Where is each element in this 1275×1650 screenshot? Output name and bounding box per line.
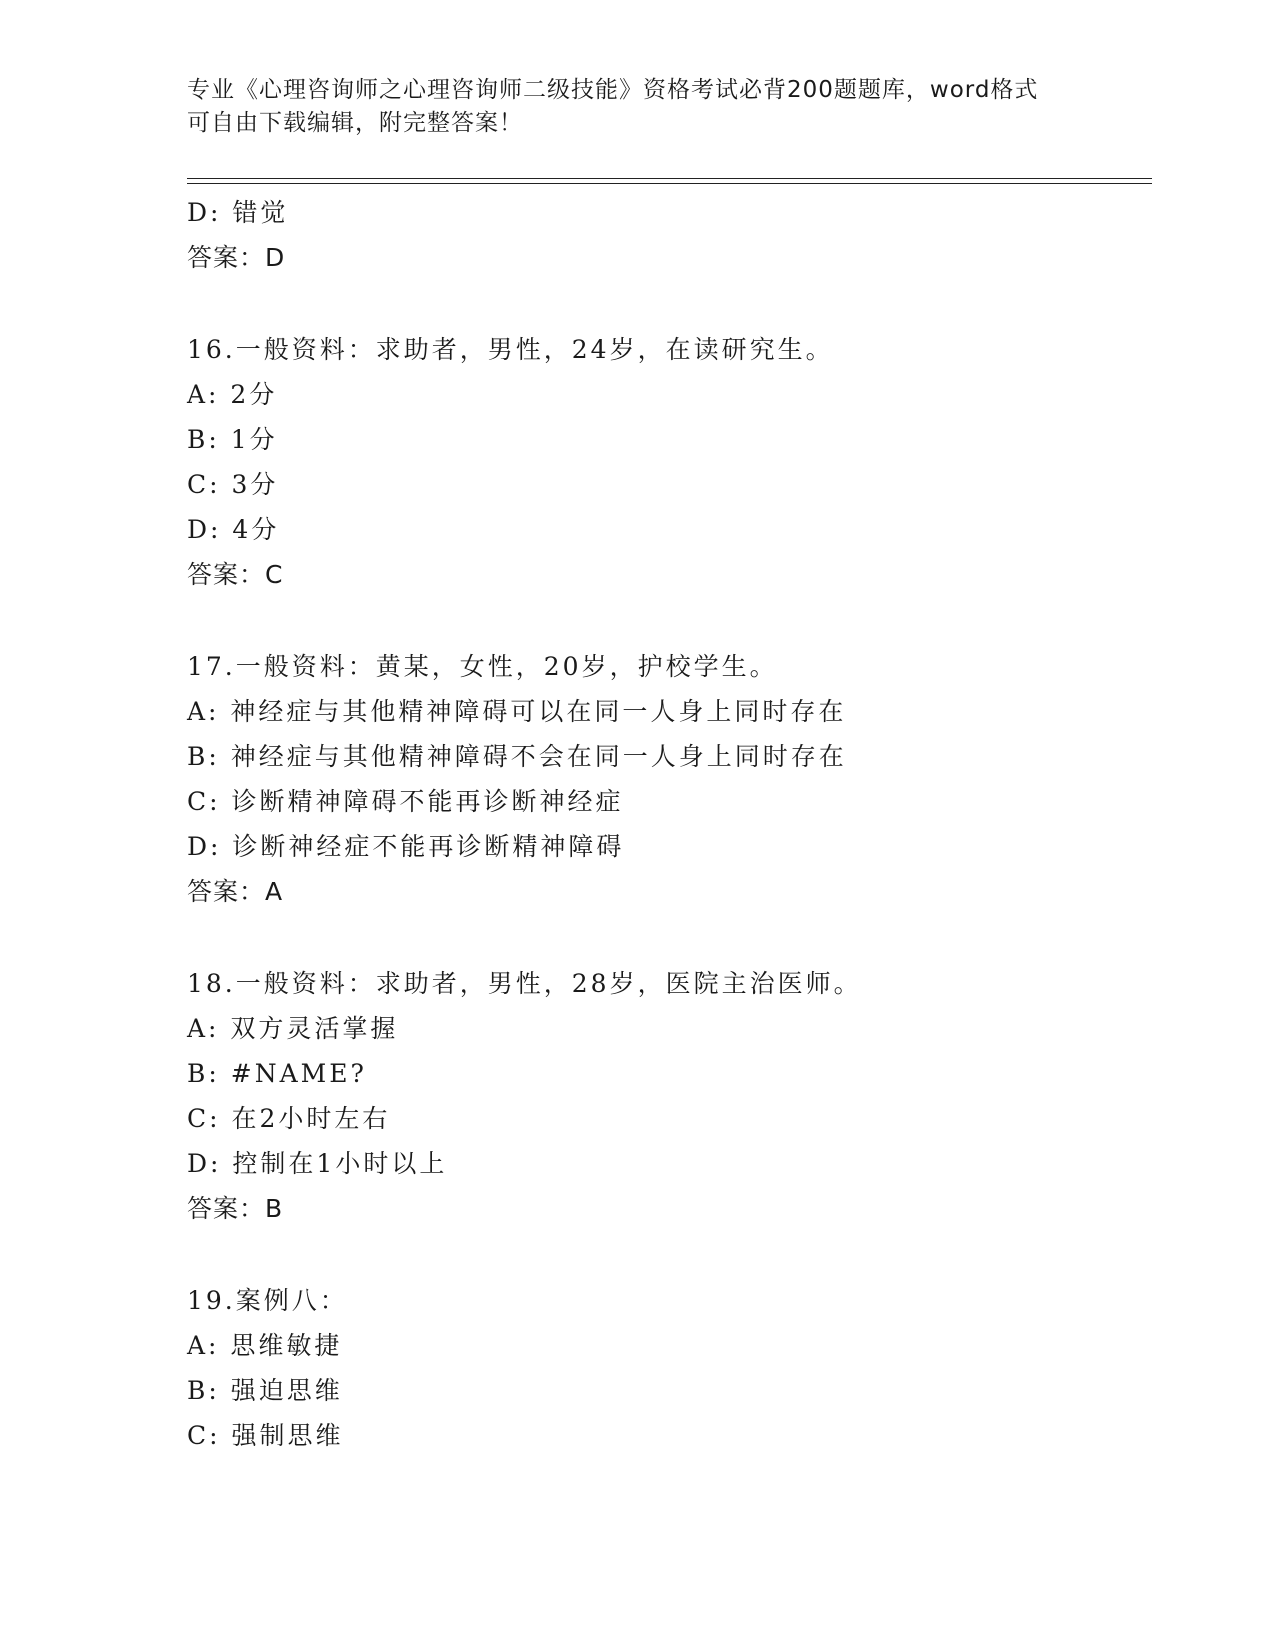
question-15-continued xyxy=(187,190,1147,280)
option-b: B: 强迫思维 xyxy=(187,1376,343,1405)
option-d: D: 错觉 xyxy=(187,198,289,227)
answer-line: 答案：A xyxy=(187,877,284,906)
question-stem: 17.一般资料：黄某，女性，20岁，护校学生。 xyxy=(187,652,778,681)
question-list xyxy=(187,190,1147,1458)
option-c: C: 强制思维 xyxy=(187,1421,344,1450)
answer-line: 答案：C xyxy=(187,560,284,589)
header-title-line-2: 可自由下载编辑，附完整答案！ xyxy=(187,110,523,136)
option-a: A: 2分 xyxy=(187,380,278,409)
document-header xyxy=(187,74,1087,140)
option-a: A: 双方灵活掌握 xyxy=(187,1014,399,1043)
option-a: A: 神经症与其他精神障碍可以在同一人身上同时存在 xyxy=(187,697,847,726)
option-b: B: 神经症与其他精神障碍不会在同一人身上同时存在 xyxy=(187,742,847,771)
header-rule-bottom xyxy=(187,183,1152,184)
question-16 xyxy=(187,327,1147,597)
question-stem: 18.一般资料：求助者，男性，28岁，医院主治医师。 xyxy=(187,969,862,998)
header-rule-top xyxy=(187,178,1152,179)
option-b: B: #NAME? xyxy=(187,1059,367,1088)
question-17 xyxy=(187,644,1147,914)
option-b: B: 1分 xyxy=(187,425,278,454)
question-stem: 16.一般资料：求助者，男性，24岁，在读研究生。 xyxy=(187,335,834,364)
question-18 xyxy=(187,961,1147,1231)
option-c: C: 在2小时左右 xyxy=(187,1104,391,1133)
answer-line: 答案：B xyxy=(187,1194,284,1223)
option-c: C: 3分 xyxy=(187,470,279,499)
question-stem: 19.案例八： xyxy=(187,1286,348,1315)
header-title-line-1: 专业《心理咨询师之心理咨询师二级技能》资格考试必背200题题库，word格式 xyxy=(187,77,1039,103)
option-c: C: 诊断精神障碍不能再诊断神经症 xyxy=(187,787,624,816)
option-a: A: 思维敏捷 xyxy=(187,1331,343,1360)
option-d: D: 控制在1小时以上 xyxy=(187,1149,448,1178)
question-19 xyxy=(187,1278,1147,1458)
answer-line: 答案：D xyxy=(187,243,286,272)
option-d: D: 诊断神经症不能再诊断精神障碍 xyxy=(187,832,625,861)
option-d: D: 4分 xyxy=(187,515,280,544)
